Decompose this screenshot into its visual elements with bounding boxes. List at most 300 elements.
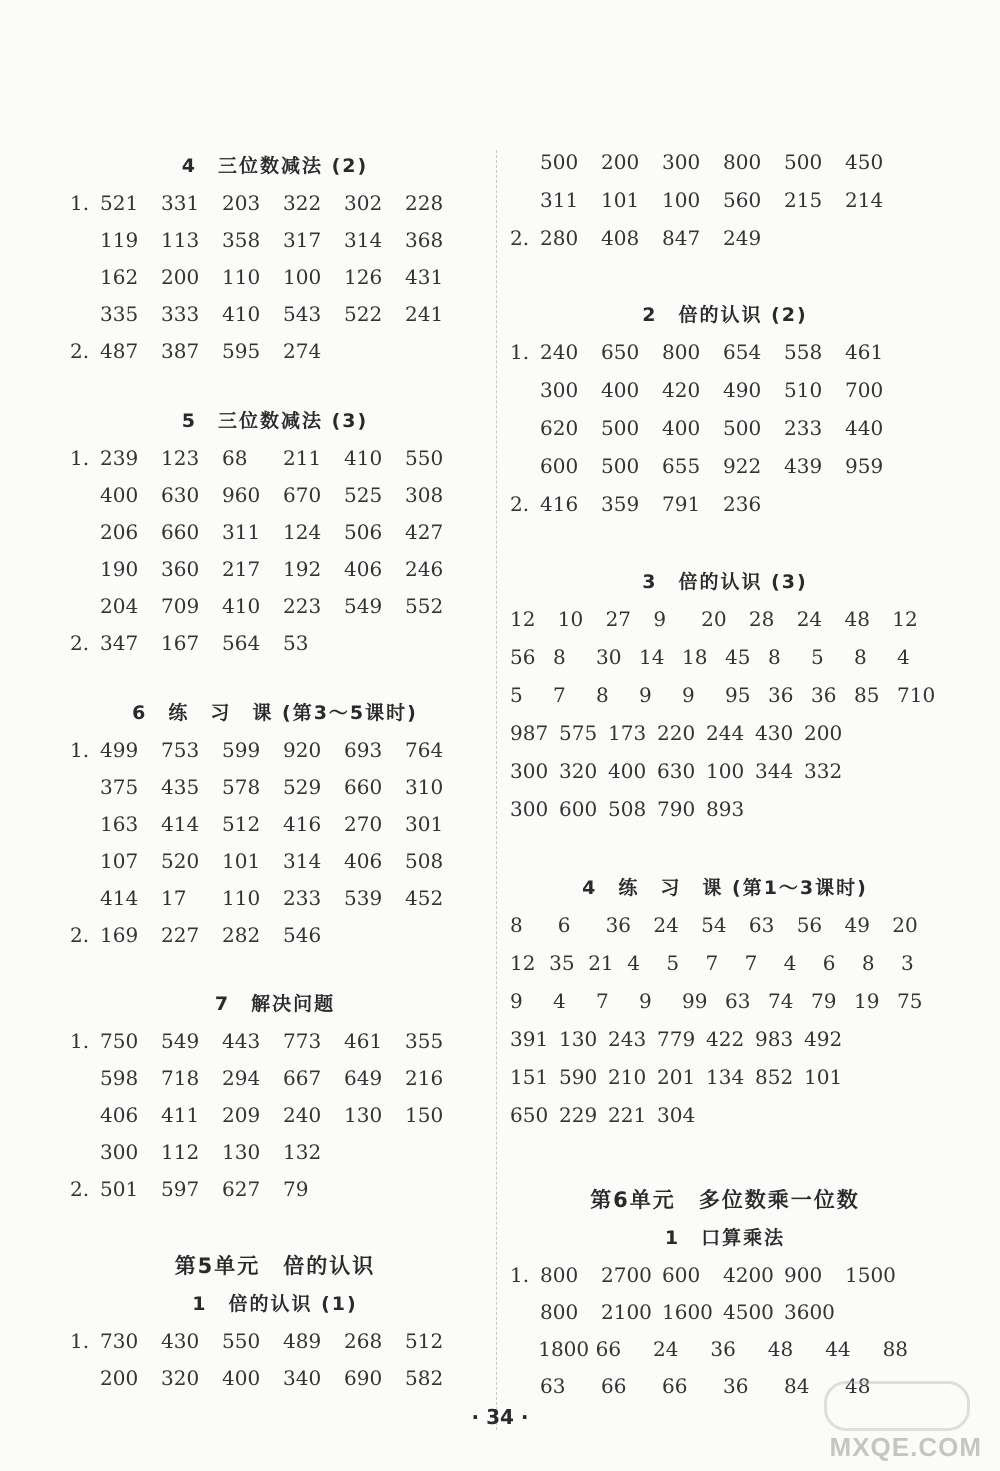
- answer-value: 239: [100, 445, 139, 470]
- answer-row: [70, 258, 480, 295]
- answer-row: [510, 1020, 940, 1058]
- answer-value: 400: [608, 759, 647, 783]
- answer-row: [70, 842, 480, 879]
- answer-value: 162: [100, 264, 139, 289]
- answer-value: 209: [222, 1102, 261, 1127]
- answer-value: 764: [405, 737, 444, 762]
- answer-rows: [70, 1322, 480, 1396]
- answer-value: 508: [405, 848, 444, 873]
- answer-row: [70, 587, 480, 624]
- answer-value: 320: [161, 1365, 200, 1390]
- answer-value: 499: [100, 737, 139, 762]
- answer-value: 4500: [723, 1299, 774, 1324]
- answer-value: 410: [344, 445, 383, 470]
- answer-value: 410: [222, 301, 261, 326]
- answer-value: 627: [222, 1176, 261, 1201]
- answer-value: 56: [510, 645, 536, 669]
- answer-value: 344: [755, 759, 794, 783]
- answer-value: 600: [662, 1262, 701, 1287]
- answer-value: 100: [662, 188, 701, 212]
- answer-value: 311: [540, 188, 579, 212]
- answer-value: 560: [723, 188, 762, 212]
- answer-row: [510, 219, 940, 257]
- answer-value: 30: [596, 645, 622, 669]
- answer-value: 35: [549, 951, 575, 975]
- answer-value: 630: [161, 482, 200, 507]
- answer-value: 45: [725, 645, 751, 669]
- answer-value: 2100: [601, 1299, 652, 1324]
- answer-value: 900: [784, 1262, 823, 1287]
- section-l1: [70, 403, 480, 661]
- answer-value: 791: [662, 492, 701, 516]
- answer-value: 4: [783, 951, 797, 975]
- answer-value: 575: [559, 721, 598, 745]
- answer-row: [70, 550, 480, 587]
- answer-value: 512: [405, 1328, 444, 1353]
- answer-value: 800: [723, 150, 762, 174]
- watermark-seal-icon: [824, 1381, 970, 1431]
- answer-row: [510, 181, 940, 219]
- answer-row: [70, 1322, 480, 1359]
- answer-value: 400: [100, 482, 139, 507]
- answer-value: 280: [540, 226, 579, 250]
- answer-value: 112: [161, 1139, 200, 1164]
- answer-row: [70, 1170, 480, 1207]
- answer-value: 300: [662, 150, 701, 174]
- answer-value: 9: [653, 607, 667, 631]
- answer-value: 461: [344, 1028, 383, 1053]
- unit-5: [70, 1246, 480, 1396]
- answer-value: 549: [344, 593, 383, 618]
- answer-value: 9: [682, 683, 695, 707]
- answer-value: 599: [222, 737, 261, 762]
- answer-value: 134: [706, 1065, 745, 1089]
- answer-value: 501: [100, 1176, 139, 1201]
- answer-value: 420: [662, 378, 701, 402]
- answer-value: 522: [344, 301, 383, 326]
- answer-value: 558: [784, 340, 823, 364]
- answer-value: 49: [844, 913, 870, 937]
- answer-value: 443: [222, 1028, 261, 1053]
- answer-value: 773: [283, 1028, 322, 1053]
- answer-row: [510, 485, 940, 523]
- answer-value: 358: [222, 227, 261, 252]
- answer-value: 79: [283, 1176, 309, 1201]
- answer-value: 48: [845, 1373, 871, 1398]
- answer-value: 410: [222, 593, 261, 618]
- question-number: 1.: [510, 340, 530, 364]
- answer-value: 314: [283, 848, 322, 873]
- answer-value: 63: [748, 913, 775, 937]
- answer-value: 200: [804, 721, 843, 745]
- answer-value: 53: [283, 630, 309, 655]
- answer-value: 101: [601, 188, 640, 212]
- answer-value: 203: [222, 190, 261, 215]
- section-r1: [510, 564, 940, 828]
- answer-value: 206: [100, 519, 139, 544]
- answer-value: 221: [608, 1103, 647, 1127]
- answer-value: 690: [344, 1365, 383, 1390]
- answer-value: 123: [161, 445, 200, 470]
- answer-value: 920: [283, 737, 322, 762]
- question-number: 2.: [510, 492, 530, 516]
- answer-value: 12: [892, 607, 918, 631]
- answer-row: [510, 638, 940, 676]
- answer-value: 779: [657, 1027, 696, 1051]
- section-title: 4 三位数减法 (2): [181, 155, 369, 177]
- answer-value: 5: [811, 645, 824, 669]
- answer-row: [510, 447, 940, 485]
- answer-value: 68: [222, 445, 248, 470]
- answer-value: 244: [706, 721, 745, 745]
- answer-value: 750: [100, 1028, 139, 1053]
- answer-value: 79: [811, 989, 837, 1013]
- answer-value: 400: [662, 416, 701, 440]
- answer-value: 693: [344, 737, 383, 762]
- answer-row: [70, 295, 480, 332]
- answer-value: 359: [601, 492, 640, 516]
- answer-value: 508: [608, 797, 647, 821]
- answer-value: 101: [804, 1065, 843, 1089]
- answer-value: 48: [767, 1336, 794, 1361]
- answer-value: 28: [748, 607, 775, 631]
- answer-value: 1600: [662, 1299, 713, 1324]
- answer-value: 408: [601, 226, 640, 250]
- answer-value: 4200: [723, 1262, 774, 1287]
- answer-value: 66: [595, 1336, 622, 1361]
- answer-value: 597: [161, 1176, 200, 1201]
- answer-value: 852: [755, 1065, 794, 1089]
- answer-value: 411: [161, 1102, 200, 1127]
- answer-value: 56: [796, 913, 823, 937]
- section-title: 6 练 习 课 (第3～5课时): [132, 702, 418, 724]
- answer-value: 431: [405, 264, 444, 289]
- answer-value: 12: [510, 951, 536, 975]
- answer-value: 130: [559, 1027, 598, 1051]
- answer-value: 27: [605, 607, 632, 631]
- answer-value: 525: [344, 482, 383, 507]
- answer-value: 3600: [784, 1299, 835, 1324]
- answer-value: 550: [222, 1328, 261, 1353]
- answer-value: 84: [784, 1373, 810, 1398]
- answer-value: 308: [405, 482, 444, 507]
- answer-value: 922: [723, 454, 762, 478]
- question-number: 2.: [70, 338, 90, 363]
- answer-value: 314: [344, 227, 383, 252]
- answer-value: 66: [662, 1373, 688, 1398]
- answer-value: 512: [222, 811, 261, 836]
- answer-row: [510, 1330, 940, 1367]
- answer-value: 113: [161, 227, 200, 252]
- answer-row: [70, 439, 480, 476]
- answer-value: 74: [768, 989, 794, 1013]
- section-l0: [70, 148, 480, 369]
- answer-value: 730: [100, 1328, 139, 1353]
- answer-value: 416: [283, 811, 322, 836]
- answer-row: [510, 1058, 940, 1096]
- answer-value: 654: [723, 340, 762, 364]
- answer-value: 440: [845, 416, 884, 440]
- answer-value: 8: [596, 683, 609, 707]
- unit-title: 第5单元 倍的认识: [174, 1254, 376, 1278]
- answer-value: 331: [161, 190, 200, 215]
- answer-value: 301: [405, 811, 444, 836]
- answer-row: [510, 371, 940, 409]
- answer-value: 1800: [538, 1336, 590, 1361]
- answer-value: 214: [845, 188, 884, 212]
- answer-value: 333: [161, 301, 200, 326]
- answer-row: [70, 1059, 480, 1096]
- answer-value: 320: [559, 759, 598, 783]
- answer-value: 800: [540, 1262, 579, 1287]
- answer-value: 9: [639, 683, 652, 707]
- answer-value: 8: [854, 645, 867, 669]
- section-l2: [70, 695, 480, 953]
- answer-value: 63: [725, 989, 751, 1013]
- section-r2: [510, 870, 940, 1134]
- answer-value: 487: [100, 338, 139, 363]
- answer-value: 124: [283, 519, 322, 544]
- question-number: 2.: [70, 1176, 90, 1201]
- answer-row: [510, 600, 940, 638]
- answer-value: 667: [283, 1065, 322, 1090]
- answer-value: 20: [701, 607, 727, 631]
- answer-value: 243: [608, 1027, 647, 1051]
- answer-value: 709: [161, 593, 200, 618]
- answer-value: 406: [344, 556, 383, 581]
- answer-row: [70, 768, 480, 805]
- answer-rows: [70, 184, 480, 369]
- answer-value: 229: [559, 1103, 598, 1127]
- answer-value: 8: [553, 645, 566, 669]
- answer-value: 2700: [601, 1262, 652, 1287]
- answer-value: 595: [222, 338, 261, 363]
- answer-row: [510, 409, 940, 447]
- answer-row: [70, 1096, 480, 1133]
- answer-value: 893: [706, 797, 745, 821]
- answer-row: [510, 906, 940, 944]
- answer-row: [510, 1293, 940, 1330]
- answer-value: 506: [344, 519, 383, 544]
- answer-value: 600: [559, 797, 598, 821]
- answer-value: 310: [405, 774, 444, 799]
- answer-value: 590: [559, 1065, 598, 1089]
- answer-value: 461: [845, 340, 884, 364]
- answer-row: [70, 513, 480, 550]
- answer-value: 414: [161, 811, 200, 836]
- answer-value: 304: [657, 1103, 696, 1127]
- answer-value: 800: [540, 1299, 579, 1324]
- answer-value: 620: [540, 416, 579, 440]
- answer-value: 400: [222, 1365, 261, 1390]
- answer-value: 21: [588, 951, 614, 975]
- answer-value: 36: [768, 683, 794, 707]
- answer-value: 268: [344, 1328, 383, 1353]
- answer-row: [70, 879, 480, 916]
- answer-value: 44: [825, 1336, 851, 1361]
- answer-value: 24: [796, 607, 823, 631]
- answer-value: 274: [283, 338, 322, 363]
- answer-row: [510, 714, 940, 752]
- answer-row: [510, 944, 940, 982]
- answer-value: 650: [510, 1103, 549, 1127]
- answer-row: [510, 1096, 940, 1134]
- answer-value: 4: [897, 645, 910, 669]
- answer-value: 500: [723, 416, 762, 440]
- answer-value: 660: [161, 519, 200, 544]
- answer-value: 630: [657, 759, 696, 783]
- answer-value: 500: [601, 454, 640, 478]
- answer-value: 959: [845, 454, 884, 478]
- answer-value: 650: [601, 340, 640, 364]
- answer-value: 200: [601, 150, 640, 174]
- answer-value: 190: [100, 556, 139, 581]
- answer-value: 300: [510, 759, 549, 783]
- answer-value: 24: [653, 913, 679, 937]
- answer-value: 95: [725, 683, 751, 707]
- answer-value: 150: [405, 1102, 444, 1127]
- answer-value: 282: [222, 922, 261, 947]
- answer-value: 24: [653, 1336, 679, 1361]
- answer-value: 5: [510, 683, 523, 707]
- answer-value: 450: [845, 150, 884, 174]
- answer-value: 347: [100, 630, 139, 655]
- question-number: 1.: [70, 1328, 90, 1353]
- answer-value: 549: [161, 1028, 200, 1053]
- answer-value: 4: [553, 989, 566, 1013]
- watermark: MXQE.COM: [829, 1432, 982, 1462]
- answer-value: 192: [283, 556, 322, 581]
- answer-value: 240: [540, 340, 579, 364]
- answer-value: 582: [405, 1365, 444, 1390]
- answer-value: 578: [222, 774, 261, 799]
- answer-value: 19: [854, 989, 880, 1013]
- answer-value: 302: [344, 190, 383, 215]
- answer-rows: [510, 600, 940, 828]
- answer-value: 414: [100, 885, 139, 910]
- answer-value: 800: [662, 340, 701, 364]
- section-title: 4 练 习 课 (第1～3课时): [582, 877, 868, 899]
- answer-value: 500: [784, 150, 823, 174]
- answer-value: 126: [344, 264, 383, 289]
- answer-value: 416: [540, 492, 579, 516]
- answer-value: 101: [222, 848, 261, 873]
- answer-value: 710: [897, 683, 936, 707]
- answer-rows: [70, 439, 480, 661]
- answer-value: 539: [344, 885, 383, 910]
- answer-value: 10: [557, 607, 584, 631]
- answer-row: [510, 982, 940, 1020]
- answer-value: 960: [222, 482, 261, 507]
- question-number: 1.: [70, 445, 90, 470]
- answer-value: 7: [553, 683, 566, 707]
- answer-value: 500: [540, 150, 579, 174]
- answer-value: 130: [222, 1139, 261, 1164]
- answer-row: [510, 790, 940, 828]
- section-l3: [70, 986, 480, 1207]
- answer-value: 406: [344, 848, 383, 873]
- answer-value: 600: [540, 454, 579, 478]
- answer-row: [510, 676, 940, 714]
- answer-value: 598: [100, 1065, 139, 1090]
- answer-value: 391: [510, 1027, 549, 1051]
- answer-value: 520: [161, 848, 200, 873]
- answer-value: 110: [222, 885, 261, 910]
- answer-value: 452: [405, 885, 444, 910]
- answer-value: 430: [161, 1328, 200, 1353]
- section-title: 3 倍的认识 (3): [642, 571, 808, 593]
- answer-row: [70, 731, 480, 768]
- answer-value: 300: [100, 1139, 139, 1164]
- answer-value: 3: [900, 951, 914, 975]
- answer-value: 500: [601, 416, 640, 440]
- unit-title: 第6单元 多位数乘一位数: [590, 1188, 860, 1212]
- question-number: 1.: [70, 190, 90, 215]
- answer-value: 400: [601, 378, 640, 402]
- answer-value: 227: [161, 922, 200, 947]
- answer-value: 300: [540, 378, 579, 402]
- answer-value: 228: [405, 190, 444, 215]
- answer-value: 233: [283, 885, 322, 910]
- answer-value: 564: [222, 630, 261, 655]
- answer-value: 670: [283, 482, 322, 507]
- answer-value: 270: [344, 811, 383, 836]
- section-title: 1 口算乘法: [664, 1227, 786, 1249]
- answer-value: 660: [344, 774, 383, 799]
- answer-value: 216: [405, 1065, 444, 1090]
- answer-value: 20: [892, 913, 918, 937]
- answer-value: 163: [100, 811, 139, 836]
- answer-value: 17: [161, 885, 187, 910]
- answer-value: 99: [682, 989, 708, 1013]
- answer-value: 317: [283, 227, 322, 252]
- answer-rows: [510, 143, 940, 257]
- answer-value: 18: [682, 645, 708, 669]
- answer-row: [510, 1256, 940, 1293]
- section-r0: [510, 297, 940, 523]
- answer-value: 6: [822, 951, 836, 975]
- answer-value: 6: [557, 913, 571, 937]
- answer-value: 236: [723, 492, 762, 516]
- answer-row: [510, 143, 940, 181]
- answer-row: [70, 476, 480, 513]
- answer-value: 847: [662, 226, 701, 250]
- section-title: 5 三位数减法 (3): [181, 410, 369, 432]
- answer-value: 100: [706, 759, 745, 783]
- answer-value: 223: [283, 593, 322, 618]
- question-number: 1.: [510, 1262, 530, 1287]
- answer-value: 552: [405, 593, 444, 618]
- answer-value: 427: [405, 519, 444, 544]
- answer-value: 88: [882, 1336, 909, 1361]
- answer-value: 249: [723, 226, 762, 250]
- answer-row: [70, 624, 480, 661]
- answer-value: 387: [161, 338, 200, 363]
- answer-value: 54: [701, 913, 727, 937]
- answer-value: 489: [283, 1328, 322, 1353]
- answer-value: 169: [100, 922, 139, 947]
- answer-value: 7: [705, 951, 719, 975]
- answer-value: 151: [510, 1065, 549, 1089]
- answer-value: 655: [662, 454, 701, 478]
- answer-value: 439: [784, 454, 823, 478]
- answer-value: 167: [161, 630, 200, 655]
- answer-value: 217: [222, 556, 261, 581]
- answer-row: [510, 752, 940, 790]
- answer-value: 119: [100, 227, 139, 252]
- section-title: 1 倍的认识 (1): [192, 1293, 358, 1315]
- answer-value: 12: [510, 607, 536, 631]
